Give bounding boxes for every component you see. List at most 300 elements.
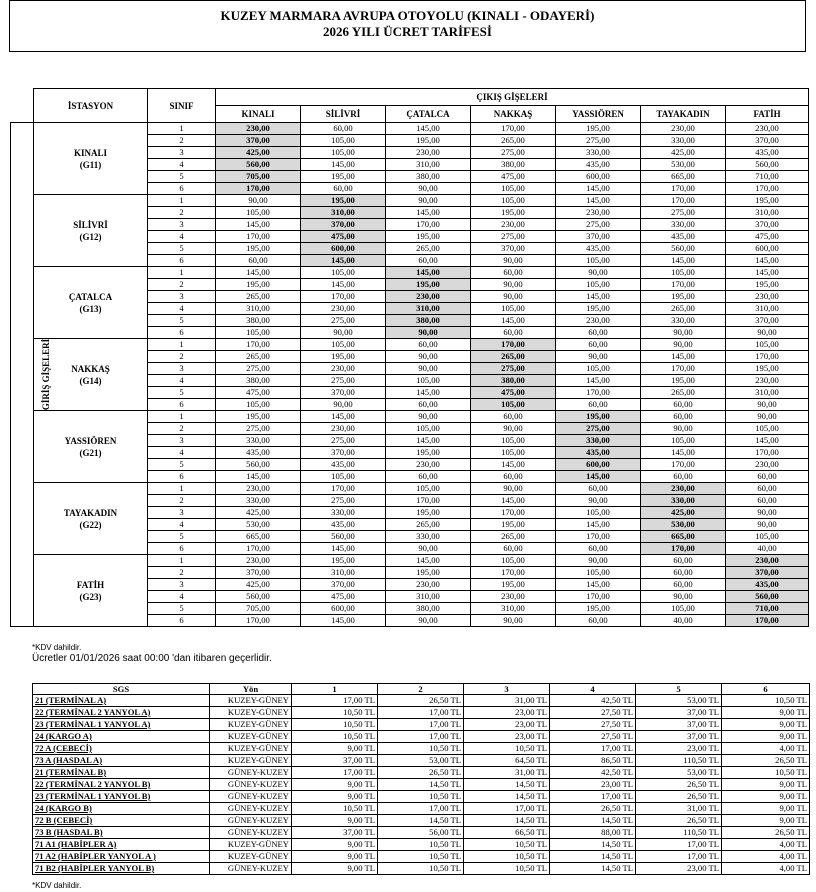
fare-cell: 370,00 bbox=[726, 567, 809, 579]
class-cell: 4 bbox=[148, 519, 216, 531]
sgs-fare: 42,50 TL bbox=[550, 695, 636, 707]
sgs-fare: 26,50 TL bbox=[378, 767, 464, 779]
class-cell: 5 bbox=[148, 171, 216, 183]
fare-cell: 425,00 bbox=[216, 579, 301, 591]
fare-cell: 195,00 bbox=[386, 231, 471, 243]
fare-cell: 145,00 bbox=[386, 555, 471, 567]
fare-cell: 105,00 bbox=[471, 447, 556, 459]
class-cell: 4 bbox=[148, 375, 216, 387]
fare-cell: 380,00 bbox=[386, 171, 471, 183]
fare-cell: 560,00 bbox=[216, 159, 301, 171]
station-code: (G11) bbox=[79, 159, 102, 170]
kdv-note-bottom: *KDV dahildir. bbox=[32, 881, 82, 890]
sgs-row bbox=[33, 803, 810, 815]
sgs-fare: 53,00 TL bbox=[636, 695, 722, 707]
sgs-direction: KUZEY-GÜNEY bbox=[210, 731, 292, 743]
fare-cell: 90,00 bbox=[726, 411, 809, 423]
exit-column-header: SİLİVRİ bbox=[301, 106, 386, 123]
fare-cell: 330,00 bbox=[216, 435, 301, 447]
kdv-note: *KDV dahildir. bbox=[32, 643, 82, 652]
fare-cell: 230,00 bbox=[556, 315, 641, 327]
fare-cell: 275,00 bbox=[471, 363, 556, 375]
fare-cell: 90,00 bbox=[301, 327, 386, 339]
sgs-fare: 42,50 TL bbox=[550, 767, 636, 779]
sgs-fare: 17,00 TL bbox=[292, 767, 378, 779]
fare-cell: 275,00 bbox=[471, 147, 556, 159]
fare-cell: 310,00 bbox=[386, 159, 471, 171]
sgs-name: 73 B (HASDAL B) bbox=[33, 827, 210, 839]
fare-cell: 170,00 bbox=[641, 279, 726, 291]
sgs-column-header: 4 bbox=[550, 684, 636, 695]
class-cell: 2 bbox=[148, 279, 216, 291]
fare-cell: 90,00 bbox=[556, 267, 641, 279]
fare-cell: 60,00 bbox=[726, 495, 809, 507]
station-cell bbox=[34, 411, 148, 483]
class-cell: 1 bbox=[148, 483, 216, 495]
sgs-fare: 9,00 TL bbox=[292, 851, 378, 863]
fare-cell: 60,00 bbox=[641, 411, 726, 423]
fare-cell: 105,00 bbox=[301, 339, 386, 351]
class-cell: 6 bbox=[148, 255, 216, 267]
fare-cell: 60,00 bbox=[556, 615, 641, 627]
table-row bbox=[11, 195, 809, 207]
fare-cell: 170,00 bbox=[471, 123, 556, 135]
sgs-fare: 14,50 TL bbox=[550, 851, 636, 863]
fare-cell: 380,00 bbox=[471, 159, 556, 171]
class-cell: 3 bbox=[148, 435, 216, 447]
fare-cell: 370,00 bbox=[556, 231, 641, 243]
fare-cell: 90,00 bbox=[386, 351, 471, 363]
class-cell: 6 bbox=[148, 327, 216, 339]
fare-cell: 230,00 bbox=[641, 483, 726, 495]
sgs-name: 71 A1 (HABİPLER A) bbox=[33, 839, 210, 851]
fare-cell: 90,00 bbox=[641, 339, 726, 351]
fare-cell: 275,00 bbox=[301, 435, 386, 447]
sgs-row bbox=[33, 827, 810, 839]
fare-cell: 40,00 bbox=[726, 543, 809, 555]
fare-cell: 275,00 bbox=[216, 423, 301, 435]
fare-cell: 425,00 bbox=[641, 507, 726, 519]
fare-cell: 170,00 bbox=[726, 183, 809, 195]
sgs-direction: KUZEY-GÜNEY bbox=[210, 707, 292, 719]
class-column-header: SINIF bbox=[148, 89, 216, 123]
fare-cell: 105,00 bbox=[301, 147, 386, 159]
fare-cell: 195,00 bbox=[641, 375, 726, 387]
sgs-direction: GÜNEY-KUZEY bbox=[210, 779, 292, 791]
sgs-fare: 10,50 TL bbox=[378, 743, 464, 755]
fare-cell: 105,00 bbox=[301, 471, 386, 483]
fare-cell: 170,00 bbox=[726, 447, 809, 459]
fare-cell: 530,00 bbox=[641, 159, 726, 171]
sgs-fare: 9,00 TL bbox=[292, 839, 378, 851]
fare-cell: 90,00 bbox=[556, 351, 641, 363]
fare-cell: 330,00 bbox=[216, 495, 301, 507]
fare-cell: 195,00 bbox=[556, 603, 641, 615]
sgs-fare: 88,00 TL bbox=[550, 827, 636, 839]
fare-cell: 310,00 bbox=[386, 303, 471, 315]
sgs-column-header: 5 bbox=[636, 684, 722, 695]
class-cell: 3 bbox=[148, 291, 216, 303]
fare-cell: 195,00 bbox=[386, 567, 471, 579]
fare-cell: 170,00 bbox=[386, 219, 471, 231]
sgs-fare: 9,00 TL bbox=[722, 719, 810, 731]
fare-cell: 230,00 bbox=[301, 423, 386, 435]
class-cell: 6 bbox=[148, 615, 216, 627]
fare-cell: 145,00 bbox=[556, 579, 641, 591]
sgs-direction: GÜNEY-KUZEY bbox=[210, 791, 292, 803]
exit-column-header: FATİH bbox=[726, 106, 809, 123]
fare-cell: 560,00 bbox=[641, 243, 726, 255]
sgs-fare: 9,00 TL bbox=[722, 731, 810, 743]
class-cell: 3 bbox=[148, 579, 216, 591]
fare-cell: 90,00 bbox=[726, 327, 809, 339]
sgs-fare: 23,00 TL bbox=[464, 707, 550, 719]
fare-cell: 370,00 bbox=[301, 219, 386, 231]
class-cell: 3 bbox=[148, 363, 216, 375]
fare-cell: 145,00 bbox=[386, 435, 471, 447]
fare-cell: 195,00 bbox=[471, 579, 556, 591]
fare-cell: 145,00 bbox=[556, 471, 641, 483]
validity-note: Ücretler 01/01/2026 saat 00:00 'dan itibaren geçerlidir. bbox=[32, 653, 272, 664]
exit-column-header: KINALI bbox=[216, 106, 301, 123]
sgs-fare: 4,00 TL bbox=[722, 851, 810, 863]
sgs-direction: KUZEY-GÜNEY bbox=[210, 851, 292, 863]
fare-cell: 60,00 bbox=[471, 267, 556, 279]
fare-cell: 90,00 bbox=[726, 519, 809, 531]
fare-cell: 310,00 bbox=[726, 387, 809, 399]
fare-cell: 275,00 bbox=[556, 423, 641, 435]
fare-cell: 195,00 bbox=[301, 195, 386, 207]
fare-cell: 170,00 bbox=[726, 351, 809, 363]
fare-cell: 105,00 bbox=[641, 435, 726, 447]
fare-cell: 90,00 bbox=[471, 483, 556, 495]
fare-cell: 330,00 bbox=[641, 135, 726, 147]
sgs-name: 72 B (CEBECİ) bbox=[33, 815, 210, 827]
fare-cell: 145,00 bbox=[386, 207, 471, 219]
station-code: (G22) bbox=[79, 519, 102, 530]
sgs-table bbox=[32, 683, 810, 875]
fare-cell: 145,00 bbox=[301, 255, 386, 267]
sgs-fare: 10,50 TL bbox=[378, 851, 464, 863]
fare-cell: 170,00 bbox=[471, 339, 556, 351]
fare-cell: 665,00 bbox=[641, 531, 726, 543]
fare-cell: 105,00 bbox=[556, 279, 641, 291]
fare-cell: 90,00 bbox=[471, 279, 556, 291]
fare-cell: 145,00 bbox=[556, 183, 641, 195]
sgs-fare: 10,50 TL bbox=[464, 863, 550, 875]
sgs-row bbox=[33, 695, 810, 707]
entry-gates-text: GİRİŞ GİŞELERİ bbox=[41, 338, 52, 411]
sgs-column-header: 2 bbox=[378, 684, 464, 695]
station-name: SİLİVRİ bbox=[73, 219, 108, 230]
sgs-fare: 9,00 TL bbox=[292, 743, 378, 755]
fare-cell: 230,00 bbox=[216, 123, 301, 135]
fare-cell: 105,00 bbox=[726, 423, 809, 435]
sgs-fare: 27,50 TL bbox=[550, 707, 636, 719]
sgs-name: 21 (TERMİNAL B) bbox=[33, 767, 210, 779]
sgs-fare: 31,00 TL bbox=[464, 695, 550, 707]
fare-cell: 60,00 bbox=[641, 579, 726, 591]
fare-cell: 105,00 bbox=[301, 267, 386, 279]
fare-cell: 40,00 bbox=[641, 615, 726, 627]
fare-cell: 60,00 bbox=[386, 339, 471, 351]
fare-cell: 60,00 bbox=[386, 255, 471, 267]
exit-column-header: ÇATALCA bbox=[386, 106, 471, 123]
fare-cell: 195,00 bbox=[556, 411, 641, 423]
sgs-fare: 9,00 TL bbox=[292, 779, 378, 791]
fare-cell: 60,00 bbox=[471, 327, 556, 339]
table-row bbox=[11, 411, 809, 423]
fare-cell: 330,00 bbox=[301, 507, 386, 519]
class-cell: 3 bbox=[148, 507, 216, 519]
fare-cell: 195,00 bbox=[386, 447, 471, 459]
fare-cell: 600,00 bbox=[301, 603, 386, 615]
sgs-fare: 37,00 TL bbox=[636, 731, 722, 743]
sgs-fare: 110,50 TL bbox=[636, 827, 722, 839]
fare-cell: 90,00 bbox=[386, 363, 471, 375]
sgs-fare: 37,00 TL bbox=[636, 707, 722, 719]
sgs-fare: 26,50 TL bbox=[636, 791, 722, 803]
fare-cell: 105,00 bbox=[556, 255, 641, 267]
class-cell: 2 bbox=[148, 495, 216, 507]
fare-cell: 195,00 bbox=[556, 123, 641, 135]
sgs-direction: GÜNEY-KUZEY bbox=[210, 815, 292, 827]
sgs-direction: GÜNEY-KUZEY bbox=[210, 827, 292, 839]
sgs-row bbox=[33, 779, 810, 791]
fare-cell: 145,00 bbox=[471, 315, 556, 327]
fare-cell: 560,00 bbox=[216, 459, 301, 471]
station-code: (G12) bbox=[79, 231, 102, 242]
fare-cell: 170,00 bbox=[471, 507, 556, 519]
fare-cell: 370,00 bbox=[726, 135, 809, 147]
fare-cell: 170,00 bbox=[641, 195, 726, 207]
fare-cell: 330,00 bbox=[641, 219, 726, 231]
fare-cell: 90,00 bbox=[386, 327, 471, 339]
fare-cell: 90,00 bbox=[386, 543, 471, 555]
fare-cell: 170,00 bbox=[216, 339, 301, 351]
fare-cell: 195,00 bbox=[471, 519, 556, 531]
fare-cell: 90,00 bbox=[641, 327, 726, 339]
fare-cell: 475,00 bbox=[216, 387, 301, 399]
fare-cell: 145,00 bbox=[556, 375, 641, 387]
sgs-fare: 17,00 TL bbox=[464, 803, 550, 815]
sgs-name: 24 (KARGO A) bbox=[33, 731, 210, 743]
fare-cell: 90,00 bbox=[641, 591, 726, 603]
fare-cell: 230,00 bbox=[641, 123, 726, 135]
station-name: NAKKAŞ bbox=[71, 363, 110, 374]
fare-cell: 475,00 bbox=[471, 171, 556, 183]
fare-cell: 105,00 bbox=[301, 135, 386, 147]
exit-column-header: TAYAKADIN bbox=[641, 106, 726, 123]
class-cell: 4 bbox=[148, 159, 216, 171]
fare-cell: 60,00 bbox=[556, 543, 641, 555]
fare-cell: 105,00 bbox=[556, 363, 641, 375]
fare-cell: 600,00 bbox=[556, 171, 641, 183]
sgs-fare: 10,50 TL bbox=[464, 839, 550, 851]
class-cell: 6 bbox=[148, 471, 216, 483]
fare-cell: 60,00 bbox=[556, 327, 641, 339]
sgs-row bbox=[33, 707, 810, 719]
fare-cell: 330,00 bbox=[386, 531, 471, 543]
fare-cell: 230,00 bbox=[386, 579, 471, 591]
fare-cell: 170,00 bbox=[641, 183, 726, 195]
sgs-fare: 10,50 TL bbox=[378, 839, 464, 851]
fare-cell: 600,00 bbox=[726, 243, 809, 255]
fare-cell: 195,00 bbox=[386, 507, 471, 519]
fare-cell: 170,00 bbox=[726, 615, 809, 627]
station-cell bbox=[34, 267, 148, 339]
class-cell: 4 bbox=[148, 591, 216, 603]
sgs-direction: GÜNEY-KUZEY bbox=[210, 767, 292, 779]
fare-cell: 170,00 bbox=[556, 531, 641, 543]
fare-cell: 105,00 bbox=[726, 531, 809, 543]
sgs-direction: GÜNEY-KUZEY bbox=[210, 863, 292, 875]
class-cell: 5 bbox=[148, 315, 216, 327]
fare-cell: 230,00 bbox=[726, 123, 809, 135]
sgs-fare: 26,50 TL bbox=[550, 803, 636, 815]
table-row bbox=[11, 339, 809, 351]
fare-cell: 90,00 bbox=[726, 507, 809, 519]
class-cell: 4 bbox=[148, 303, 216, 315]
title-box bbox=[9, 0, 806, 52]
fare-cell: 265,00 bbox=[471, 135, 556, 147]
class-cell: 2 bbox=[148, 351, 216, 363]
sgs-fare: 4,00 TL bbox=[722, 863, 810, 875]
fare-cell: 435,00 bbox=[301, 519, 386, 531]
fare-cell: 275,00 bbox=[556, 219, 641, 231]
fare-cell: 230,00 bbox=[726, 555, 809, 567]
fare-cell: 230,00 bbox=[216, 555, 301, 567]
sgs-fare: 10,50 TL bbox=[292, 731, 378, 743]
table-row bbox=[11, 483, 809, 495]
sgs-fare: 4,00 TL bbox=[722, 839, 810, 851]
fare-cell: 435,00 bbox=[216, 447, 301, 459]
fare-cell: 435,00 bbox=[556, 243, 641, 255]
fare-cell: 380,00 bbox=[471, 375, 556, 387]
sgs-column-header: 3 bbox=[464, 684, 550, 695]
class-cell: 2 bbox=[148, 135, 216, 147]
fare-cell: 105,00 bbox=[556, 567, 641, 579]
station-cell bbox=[34, 195, 148, 267]
fare-cell: 560,00 bbox=[726, 591, 809, 603]
class-cell: 1 bbox=[148, 411, 216, 423]
station-name: KINALI bbox=[73, 147, 107, 158]
fare-cell: 60,00 bbox=[641, 471, 726, 483]
fare-cell: 145,00 bbox=[301, 159, 386, 171]
fare-cell: 330,00 bbox=[641, 315, 726, 327]
fare-cell: 265,00 bbox=[216, 291, 301, 303]
fare-cell: 105,00 bbox=[641, 267, 726, 279]
fare-cell: 230,00 bbox=[216, 483, 301, 495]
station-name: YASSIÖREN bbox=[64, 435, 117, 446]
fare-cell: 170,00 bbox=[556, 591, 641, 603]
sgs-fare: 10,50 TL bbox=[464, 851, 550, 863]
sgs-column-header: 6 bbox=[722, 684, 810, 695]
fare-cell: 665,00 bbox=[216, 531, 301, 543]
fare-cell: 665,00 bbox=[641, 171, 726, 183]
fare-cell: 370,00 bbox=[216, 135, 301, 147]
fare-cell: 230,00 bbox=[301, 303, 386, 315]
fare-cell: 90,00 bbox=[726, 399, 809, 411]
fare-cell: 105,00 bbox=[471, 183, 556, 195]
sgs-row bbox=[33, 791, 810, 803]
sgs-fare: 27,50 TL bbox=[550, 719, 636, 731]
sgs-fare: 23,00 TL bbox=[464, 731, 550, 743]
sgs-name: 71 A2 (HABİPLER YANYOL A ) bbox=[33, 851, 210, 863]
fare-cell: 265,00 bbox=[471, 531, 556, 543]
station-code: (G21) bbox=[79, 447, 102, 458]
sgs-fare: 27,50 TL bbox=[550, 731, 636, 743]
fare-cell: 230,00 bbox=[471, 219, 556, 231]
fare-cell: 310,00 bbox=[386, 591, 471, 603]
fare-cell: 265,00 bbox=[471, 351, 556, 363]
fare-cell: 145,00 bbox=[641, 351, 726, 363]
fare-cell: 310,00 bbox=[471, 603, 556, 615]
sgs-name: 73 A (HASDAL A) bbox=[33, 755, 210, 767]
sgs-column-header: Yön bbox=[210, 684, 292, 695]
sgs-fare: 66,50 TL bbox=[464, 827, 550, 839]
class-cell: 2 bbox=[148, 567, 216, 579]
sgs-fare: 37,00 TL bbox=[292, 827, 378, 839]
fare-cell: 60,00 bbox=[386, 399, 471, 411]
sgs-fare: 9,00 TL bbox=[722, 707, 810, 719]
sgs-fare: 9,00 TL bbox=[292, 863, 378, 875]
sgs-fare: 17,00 TL bbox=[378, 803, 464, 815]
sgs-fare: 110,50 TL bbox=[636, 755, 722, 767]
sgs-name: 22 (TERMİNAL 2 YANYOL A) bbox=[33, 707, 210, 719]
fare-cell: 195,00 bbox=[726, 279, 809, 291]
sgs-fare: 14,50 TL bbox=[550, 839, 636, 851]
class-cell: 6 bbox=[148, 543, 216, 555]
sgs-name: 21 (TERMİNAL A) bbox=[33, 695, 210, 707]
fare-cell: 330,00 bbox=[641, 495, 726, 507]
fare-cell: 105,00 bbox=[386, 483, 471, 495]
sgs-fare: 9,00 TL bbox=[722, 779, 810, 791]
station-column-header: İSTASYON bbox=[34, 89, 148, 123]
fare-cell: 435,00 bbox=[641, 231, 726, 243]
sgs-fare: 23,00 TL bbox=[550, 779, 636, 791]
fare-cell: 435,00 bbox=[726, 147, 809, 159]
sgs-fare: 26,50 TL bbox=[722, 755, 810, 767]
fare-cell: 145,00 bbox=[216, 267, 301, 279]
table-row bbox=[11, 123, 809, 135]
fare-cell: 475,00 bbox=[726, 231, 809, 243]
fare-cell: 475,00 bbox=[301, 591, 386, 603]
class-cell: 4 bbox=[148, 447, 216, 459]
fare-cell: 310,00 bbox=[301, 567, 386, 579]
sgs-fare: 64,50 TL bbox=[464, 755, 550, 767]
fare-cell: 370,00 bbox=[726, 219, 809, 231]
class-cell: 1 bbox=[148, 267, 216, 279]
fare-cell: 435,00 bbox=[556, 447, 641, 459]
fare-cell: 170,00 bbox=[216, 615, 301, 627]
fare-cell: 145,00 bbox=[641, 447, 726, 459]
fare-cell: 230,00 bbox=[726, 291, 809, 303]
sgs-fare: 10,50 TL bbox=[292, 803, 378, 815]
sgs-row bbox=[33, 731, 810, 743]
sgs-fare: 10,50 TL bbox=[722, 767, 810, 779]
fare-cell: 710,00 bbox=[726, 171, 809, 183]
class-cell: 5 bbox=[148, 387, 216, 399]
station-cell bbox=[34, 483, 148, 555]
fare-cell: 380,00 bbox=[216, 315, 301, 327]
fare-cell: 195,00 bbox=[726, 363, 809, 375]
class-cell: 3 bbox=[148, 219, 216, 231]
fare-cell: 145,00 bbox=[301, 543, 386, 555]
sgs-fare: 14,50 TL bbox=[378, 779, 464, 791]
sgs-fare: 23,00 TL bbox=[636, 863, 722, 875]
fare-cell: 170,00 bbox=[641, 459, 726, 471]
